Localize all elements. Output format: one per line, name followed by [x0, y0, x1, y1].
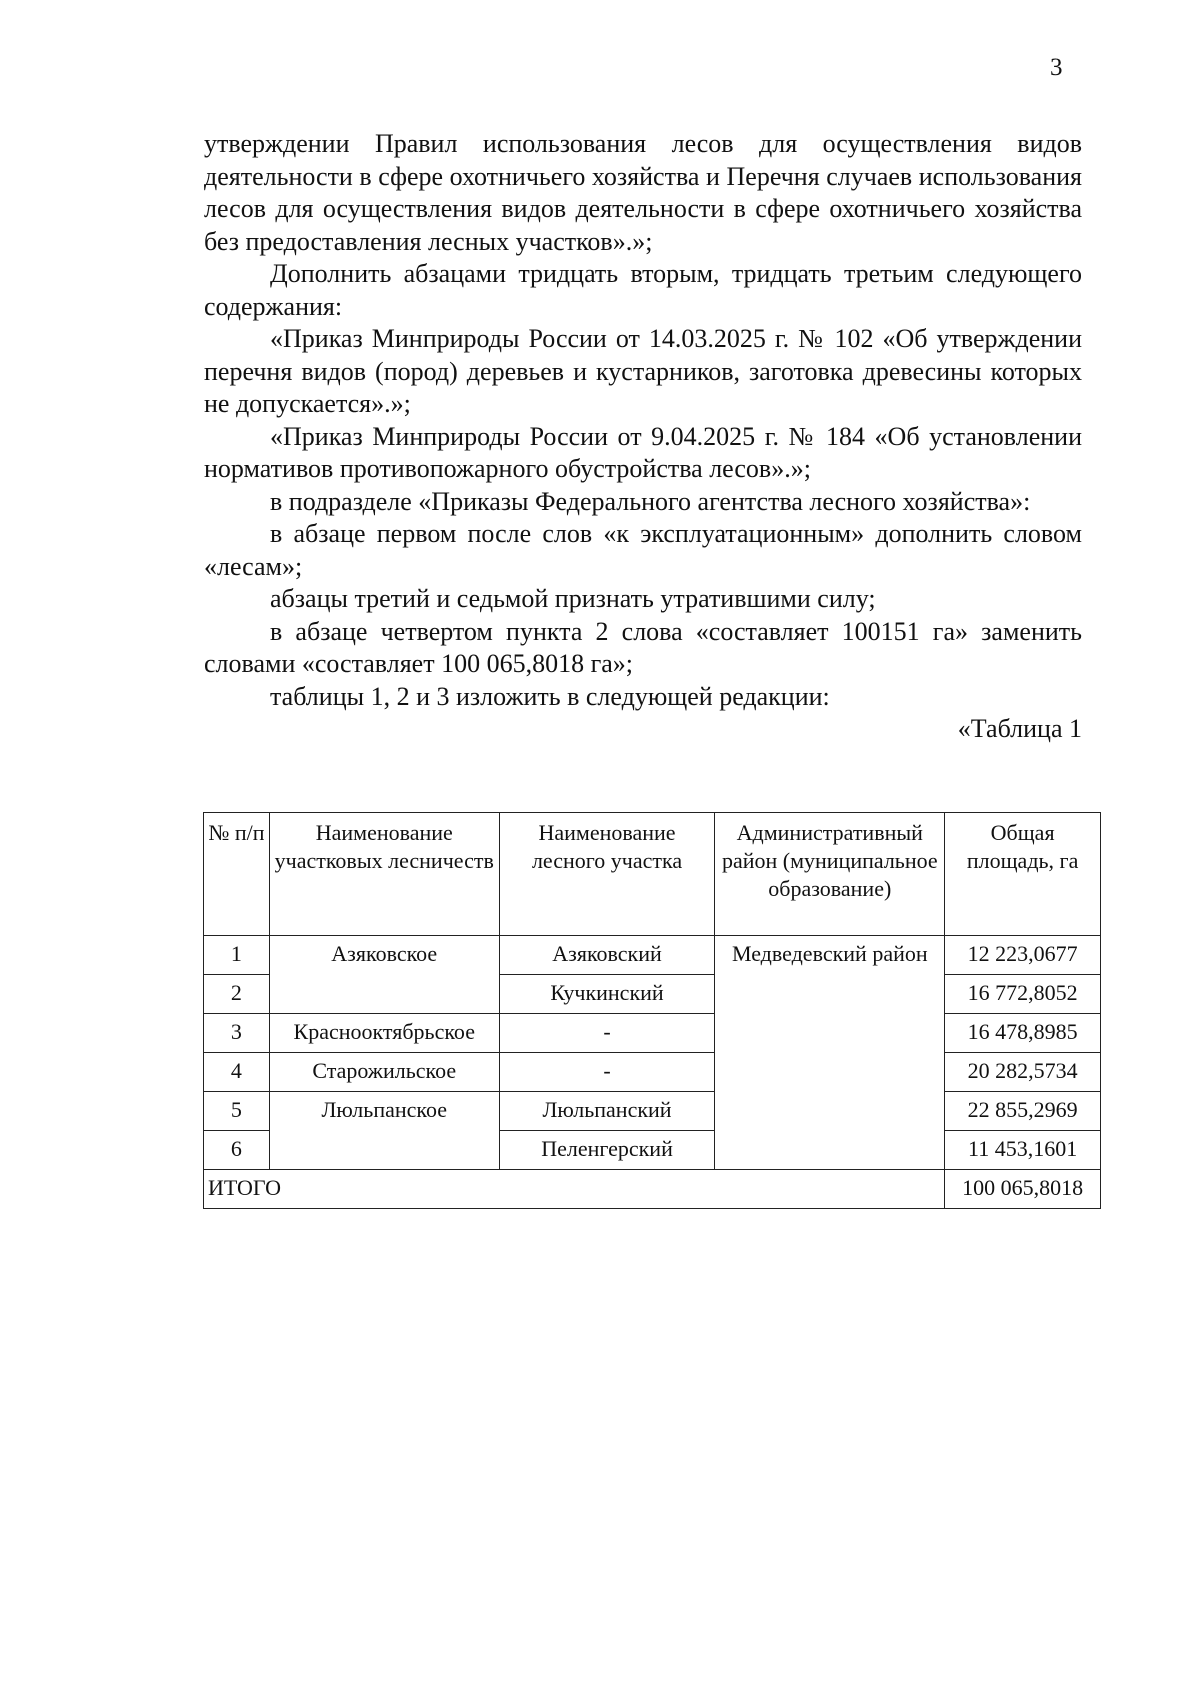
cell-forestry: Старожильское	[269, 1053, 499, 1092]
cell-number: 2	[204, 975, 270, 1014]
paragraph: в абзаце первом после слов «к эксплуатационным» дополнить словом «лесам»;	[204, 519, 1082, 581]
cell-number: 4	[204, 1053, 270, 1092]
cell-forestry: Люльпанское	[269, 1092, 499, 1170]
paragraph: в абзаце четвертом пункта 2 слова «составляет 100151 га» заменить словами «составляет 100 065,8018 га»;	[204, 616, 1082, 678]
cell-plot: -	[499, 1053, 715, 1092]
cell-number: 3	[204, 1014, 270, 1053]
cell-plot: Люльпанский	[499, 1092, 715, 1131]
total-label: ИТОГО	[204, 1170, 945, 1209]
cell-area: 20 282,5734	[945, 1053, 1101, 1092]
cell-plot: Азяковский	[499, 936, 715, 975]
cell-area: 16 772,8052	[945, 975, 1101, 1014]
header-area: Общая площадь, га	[945, 813, 1101, 936]
paragraph: абзацы третий и седьмой признать утратившими силу;	[270, 584, 876, 613]
paragraph: «Приказ Минприроды России от 14.03.2025 г. № 102 «Об утверждении перечня видов (пород) деревьев и кустарников, заготовка древесины которых не допускается».»;	[204, 324, 1082, 418]
paragraph: утверждении Правил использования лесов для осуществления видов деятельности в сфере охотничьего хозяйства и Перечня случаев использования лесов для осуществления видов деятельности в сфере охотничьего хозяйства без предоставления лесных участков».»;	[204, 129, 1082, 256]
header-forestry: Наименование участковых лесничеств	[269, 813, 499, 936]
table-row	[204, 936, 1101, 975]
page-number: 3	[1050, 54, 1063, 81]
cell-forestry: Краснооктябрьское	[269, 1014, 499, 1053]
cell-area: 11 453,1601	[945, 1131, 1101, 1170]
cell-plot: Кучкинский	[499, 975, 715, 1014]
table-row	[204, 1014, 1101, 1053]
table-row	[204, 1053, 1101, 1092]
cell-district: Медведевский район	[715, 936, 945, 1170]
forestry-table	[203, 812, 1101, 1209]
cell-number: 5	[204, 1092, 270, 1131]
cell-area: 16 478,8985	[945, 1014, 1101, 1053]
paragraph: таблицы 1, 2 и 3 изложить в следующей редакции:	[270, 681, 830, 711]
header-district: Административный район (муниципальное образование)	[715, 813, 945, 936]
paragraph: «Приказ Минприроды России от 9.04.2025 г. № 184 «Об установлении нормативов противопожарного обустройства лесов».»;	[204, 421, 1082, 483]
cell-plot: -	[499, 1014, 715, 1053]
document-body	[204, 128, 1082, 746]
table-header-row	[204, 813, 1101, 936]
cell-forestry: Азяковское	[269, 936, 499, 1014]
header-number: № п/п	[204, 813, 270, 936]
cell-number: 1	[204, 936, 270, 975]
paragraph: Дополнить абзацами тридцать вторым, тридцать третьим следующего содержания:	[204, 259, 1082, 321]
table-row	[204, 1092, 1101, 1131]
header-plot: Наименование лесного участка	[499, 813, 715, 936]
paragraph: в подразделе «Приказы Федерального агентства лесного хозяйства»:	[270, 486, 1031, 516]
total-value: 100 065,8018	[945, 1170, 1101, 1209]
cell-plot: Пеленгерский	[499, 1131, 715, 1170]
cell-area: 12 223,0677	[945, 936, 1101, 975]
cell-area: 22 855,2969	[945, 1092, 1101, 1131]
table-caption: «Таблица 1	[957, 714, 1082, 743]
table-total-row	[204, 1170, 1101, 1209]
cell-number: 6	[204, 1131, 270, 1170]
